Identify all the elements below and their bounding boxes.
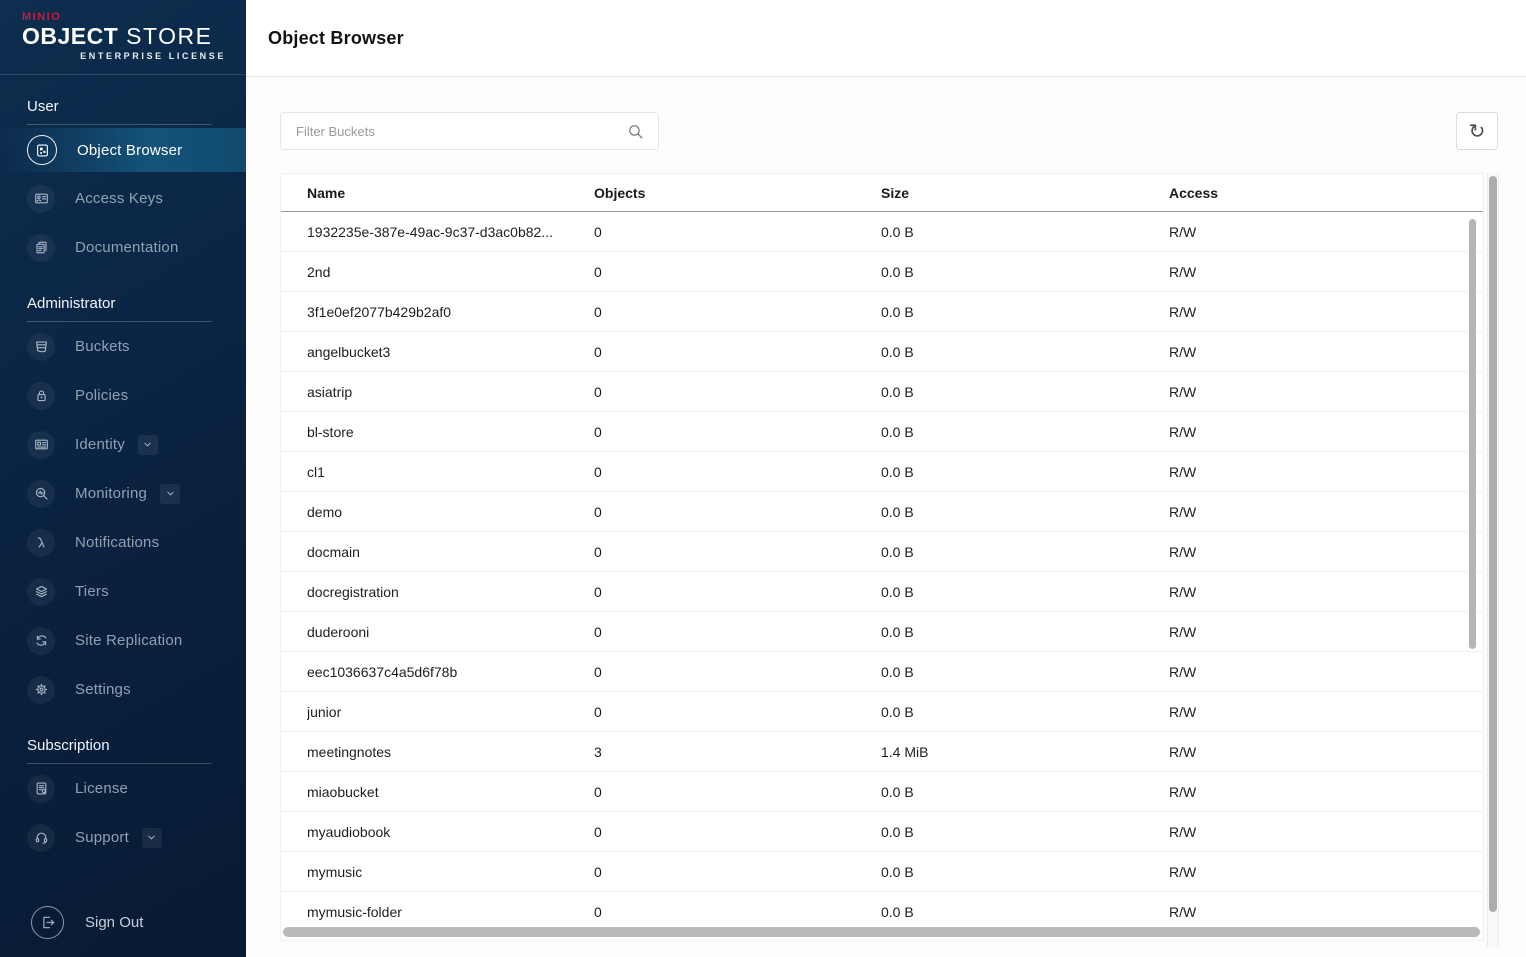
bucket-objects-cell: 0 [594, 423, 602, 440]
bucket-objects-cell: 0 [594, 903, 602, 920]
buckets-table [280, 173, 1484, 941]
bucket-size-cell: 0.0 B [881, 903, 914, 920]
bucket-name-cell: mymusic-folder [307, 903, 402, 920]
sidebar-item-label: Policies [75, 387, 129, 404]
bucket-access-cell: R/W [1169, 223, 1197, 240]
table-row[interactable] [281, 692, 1483, 732]
bucket-objects-cell: 0 [594, 463, 602, 480]
sidebar-item-label: Site Replication [75, 632, 183, 649]
enterprise-license-label: ENTERPRISE LICENSE [80, 51, 226, 61]
table-row[interactable] [281, 572, 1483, 612]
bucket-size-cell: 0.0 B [881, 623, 914, 640]
sidebar-item-policies[interactable] [0, 371, 246, 420]
bucket-access-cell: R/W [1169, 783, 1197, 800]
documentation-icon [27, 234, 55, 262]
sidebar-item-label: Tiers [75, 583, 109, 600]
bucket-access-cell: R/W [1169, 583, 1197, 600]
table-row[interactable] [281, 412, 1483, 452]
bucket-name-cell: demo [307, 503, 343, 520]
bucket-objects-cell: 0 [594, 623, 602, 640]
bucket-size-cell: 0.0 B [881, 383, 914, 400]
support-icon [27, 824, 55, 852]
toolbar [280, 112, 1498, 150]
chevron-down-icon[interactable] [138, 435, 158, 455]
bucket-objects-cell: 0 [594, 543, 602, 560]
main-area [246, 0, 1526, 957]
policies-icon [27, 382, 55, 410]
column-header-objects: Objects [594, 184, 646, 201]
table-row[interactable] [281, 292, 1483, 332]
license-icon [27, 775, 55, 803]
sidebar-item-label: Object Browser [77, 141, 183, 159]
sidebar-item-label: Identity [75, 436, 125, 453]
table-body [281, 212, 1483, 932]
table-row[interactable] [281, 452, 1483, 492]
bucket-size-cell: 0.0 B [881, 823, 914, 840]
sidebar-item-label: License [75, 780, 129, 797]
monitoring-icon [27, 480, 55, 508]
table-row[interactable] [281, 852, 1483, 892]
table-row[interactable] [281, 492, 1483, 532]
bucket-objects-cell: 0 [594, 783, 602, 800]
refresh-button[interactable] [1456, 112, 1498, 150]
table-row[interactable] [281, 332, 1483, 372]
bucket-name-cell: 3f1e0ef2077b429b2af0 [307, 303, 452, 320]
bucket-name-cell: 2nd [307, 263, 331, 280]
bucket-objects-cell: 3 [594, 743, 602, 760]
sidebar-item-license[interactable] [0, 764, 246, 813]
sidebar-item-tiers[interactable] [0, 567, 246, 616]
table-vertical-scrollbar[interactable] [1469, 219, 1476, 649]
bucket-name-cell: docregistration [307, 583, 399, 600]
chevron-down-icon[interactable] [142, 828, 162, 848]
section-label-administrator: Administrator [27, 295, 212, 322]
bucket-objects-cell: 0 [594, 223, 602, 240]
bucket-access-cell: R/W [1169, 503, 1197, 520]
table-row[interactable] [281, 252, 1483, 292]
bucket-objects-cell: 0 [594, 863, 602, 880]
minio-logo-text: MINIO [22, 11, 62, 23]
access-keys-icon [27, 185, 55, 213]
content-area [246, 77, 1526, 957]
column-header-name: Name [307, 184, 346, 201]
sign-out-label: Sign Out [85, 914, 144, 931]
refresh-icon: ↻ [1468, 119, 1486, 143]
bucket-size-cell: 0.0 B [881, 343, 914, 360]
sidebar-item-label: Monitoring [75, 485, 148, 502]
bucket-objects-cell: 0 [594, 383, 602, 400]
sidebar-item-monitoring[interactable] [0, 469, 246, 518]
table-row[interactable] [281, 732, 1483, 772]
bucket-size-cell: 0.0 B [881, 263, 914, 280]
table-header-row [281, 174, 1483, 212]
bucket-access-cell: R/W [1169, 903, 1197, 920]
section-label-user: User [27, 98, 212, 125]
page-scrollbar-thumb[interactable] [1489, 176, 1497, 912]
bucket-access-cell: R/W [1169, 423, 1197, 440]
sign-out-button[interactable] [0, 906, 246, 939]
bucket-access-cell: R/W [1169, 463, 1197, 480]
bucket-name-cell: angelbucket3 [307, 343, 391, 360]
bucket-access-cell: R/W [1169, 623, 1197, 640]
bucket-name-cell: bl-store [307, 423, 354, 440]
bucket-name-cell: docmain [307, 543, 360, 560]
bucket-size-cell: 0.0 B [881, 223, 914, 240]
sidebar-item-label: Notifications [75, 534, 160, 551]
sidebar-item-documentation[interactable] [0, 223, 246, 272]
table-horizontal-scrollbar[interactable] [283, 927, 1480, 937]
table-row[interactable] [281, 892, 1483, 932]
bucket-name-cell: 1932235e-387e-49ac-9c37-d3ac0b82... [307, 223, 553, 240]
sidebar-item-label: Settings [75, 681, 131, 698]
bucket-objects-cell: 0 [594, 583, 602, 600]
sign-out-icon [31, 906, 64, 939]
bucket-access-cell: R/W [1169, 863, 1197, 880]
sidebar-item-notifications[interactable] [0, 518, 246, 567]
column-header-size: Size [881, 184, 910, 201]
bucket-objects-cell: 0 [594, 303, 602, 320]
bucket-size-cell: 0.0 B [881, 783, 914, 800]
bucket-access-cell: R/W [1169, 743, 1197, 760]
bucket-name-cell: meetingnotes [307, 743, 392, 760]
sidebar-item-label: Access Keys [75, 190, 164, 207]
bucket-name-cell: cl1 [307, 463, 325, 480]
sidebar-item-access-keys[interactable] [0, 174, 246, 223]
filter-buckets-box [280, 112, 659, 150]
bucket-size-cell: 0.0 B [881, 663, 914, 680]
sidebar-item-site-replication[interactable] [0, 616, 246, 665]
object-browser-icon [27, 135, 57, 165]
bucket-size-cell: 0.0 B [881, 583, 914, 600]
sidebar-item-object-browser[interactable] [0, 128, 246, 172]
bucket-access-cell: R/W [1169, 303, 1197, 320]
bucket-objects-cell: 0 [594, 703, 602, 720]
notifications-icon [27, 529, 55, 557]
bucket-name-cell: duderooni [307, 623, 370, 640]
page-title: Object Browser [268, 27, 404, 48]
bucket-access-cell: R/W [1169, 263, 1197, 280]
identity-icon [27, 431, 55, 459]
sidebar-item-buckets[interactable] [0, 322, 246, 371]
page-header [246, 0, 1526, 77]
sidebar-item-identity[interactable] [0, 420, 246, 469]
bucket-objects-cell: 0 [594, 263, 602, 280]
bucket-access-cell: R/W [1169, 663, 1197, 680]
table-row[interactable] [281, 372, 1483, 412]
bucket-objects-cell: 0 [594, 503, 602, 520]
bucket-access-cell: R/W [1169, 383, 1197, 400]
bucket-name-cell: eec1036637c4a5d6f78b [307, 663, 458, 680]
chevron-down-icon[interactable] [160, 484, 180, 504]
section-label-subscription: Subscription [27, 737, 212, 764]
bucket-size-cell: 0.0 B [881, 503, 914, 520]
sidebar-item-label: Support [75, 829, 129, 846]
bucket-size-cell: 0.0 B [881, 423, 914, 440]
bucket-name-cell: myaudiobook [307, 823, 391, 840]
table-row[interactable] [281, 212, 1483, 252]
settings-icon [27, 676, 55, 704]
sidebar-nav [0, 75, 246, 862]
site-replication-icon [27, 627, 55, 655]
table-row[interactable] [281, 532, 1483, 572]
sidebar-item-label: Buckets [75, 338, 130, 355]
bucket-size-cell: 0.0 B [881, 543, 914, 560]
bucket-size-cell: 0.0 B [881, 463, 914, 480]
bucket-name-cell: mymusic [307, 863, 363, 880]
buckets-icon [27, 333, 55, 361]
bucket-name-cell: asiatrip [307, 383, 353, 400]
column-header-access: Access [1169, 184, 1219, 201]
bucket-objects-cell: 0 [594, 663, 602, 680]
bucket-size-cell: 0.0 B [881, 703, 914, 720]
app-logo [0, 0, 246, 75]
sidebar-item-label: Documentation [75, 239, 179, 256]
table-row[interactable] [281, 772, 1483, 812]
bucket-name-cell: miaobucket [307, 783, 379, 800]
page-scrollbar-track [1487, 173, 1499, 947]
bucket-access-cell: R/W [1169, 703, 1197, 720]
table-row[interactable] [281, 652, 1483, 692]
bucket-name-cell: junior [307, 703, 342, 720]
object-store-logo-text: OBJECT STORE [22, 23, 213, 49]
filter-buckets-input[interactable] [296, 124, 627, 139]
bucket-access-cell: R/W [1169, 343, 1197, 360]
bucket-size-cell: 0.0 B [881, 863, 914, 880]
table-row[interactable] [281, 612, 1483, 652]
bucket-access-cell: R/W [1169, 823, 1197, 840]
sidebar-item-settings[interactable] [0, 665, 246, 714]
bucket-size-cell: 0.0 B [881, 303, 914, 320]
tiers-icon [27, 578, 55, 606]
table-row[interactable] [281, 812, 1483, 852]
bucket-size-cell: 1.4 MiB [881, 743, 929, 760]
search-icon [627, 123, 644, 140]
bucket-objects-cell: 0 [594, 343, 602, 360]
bucket-access-cell: R/W [1169, 543, 1197, 560]
sidebar-item-support[interactable] [0, 813, 246, 862]
sidebar [0, 0, 246, 957]
bucket-objects-cell: 0 [594, 823, 602, 840]
